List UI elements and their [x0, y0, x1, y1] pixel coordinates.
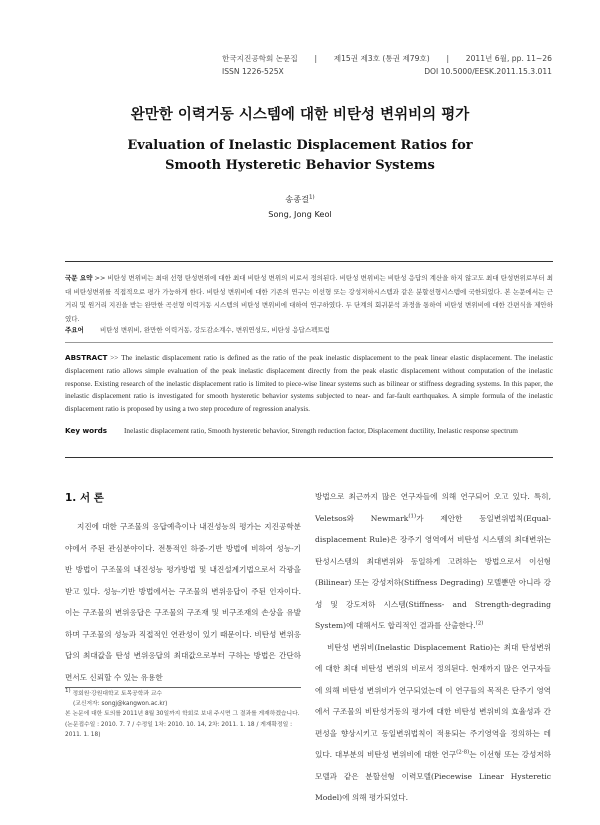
keywords-en-label: Key words	[65, 426, 108, 435]
title-english-line2: Smooth Hysteretic Behavior Systems	[165, 158, 435, 173]
footnotes	[65, 689, 301, 740]
section-heading-introduction: 1. 서 론	[65, 492, 104, 504]
intro-paragraph-1: 지진에 대한 구조물의 응답예측이나 내진성능의 평가는 지진공학분야에서 주된 관심분야이다. 전통적인 하중-기반 방법에 비하여 성능-기반 방법이 구조물의 내진성능 평가방법 및 내진설계기법으로서 각광을 받고 있다. 성능-기반 방법에서는 구조물의 변위응답이 주된 인자이다. 이는 구조물의 변위응답은 구조물의 구조재 및 비구조재의 손상을 유발하며 구조물의 성능과 직접적인 연관성이 있기 때문이다. 비탄성 변위응답의 최대값을 탄성 변위응답의 최대값으로부터 구하는 방법은 간단하면서도 신뢰할 수 있는 유용한	[65, 522, 301, 682]
abstract-divider	[65, 342, 553, 343]
footnote-discussion: 본 논문에 대한 토의를 2011년 8월 30일까지 학회로 보내 주시면 그 결과를 게재하겠습니다.	[65, 711, 300, 718]
journal-name: 한국지진공학회 논문집	[222, 54, 298, 63]
abstract-en-text: The inelastic displacement ratio is defined as the ratio of the peak inelastic displacement to the peak linear elastic displacement. The inelastic displacement ratio allows simple evaluation of the peak inelastic displacement directly from the peak elastic displacement without computation of the inelastic response. Existing research of the inelastic displacement ratio is limited to piece-wise linear systems such as bilinear or stiffness degrading systems. In this paper, the inelastic displacement ratio is investigated for smooth hysteretic behavior systems subjected to near- and far-fault earthquakes. A simple formula of the inelastic displacement ratio is proposed by using a two step procedure of regression analysis.	[65, 353, 553, 414]
author-superscript: 1)	[309, 194, 315, 201]
author-korean: 송종걸$^{1)}$	[285, 194, 315, 204]
journal-header: 한국지진공학회 논문집 | 제15권 제3호 (통권 제79호) | 2011년 6월, pp. 11~26 ISSN 1226-525X DOI 10.5000/EESK.2011.15.3.011	[222, 54, 552, 76]
footnote-rule	[65, 687, 301, 688]
intro-paragraph-continued: 방법으로 최근까지 많은 연구자들에 의해 연구되어 오고 있다. 특히, Veletsos와 Newmark$^{(1)}$가 제안한 동일변위법칙(Equal-displacement Rule)은 장주기 영역에서 비탄성 시스템의 최대변위는 탄성시스템의 최대변위와 동일하게 고려하는 방법으로서 이선형(Bilinear) 또는 강성저하(Stiffness Degrading) 모델뿐만 아니라 강성 및 강도저하 시스템(Stiffness- and Strength-degrading System)에 대해서도 합리적인 결과를 산출한다.$^{(2)}$	[315, 492, 551, 630]
footnote-dates: (논문접수일 : 2010. 7. 7 / 수정일 1차: 2010. 10. 14, 2차: 2011. 1. 18 / 게재확정일 : 2011. 1. 18)	[65, 721, 293, 738]
journal-date-pages: 2011년 6월, pp. 11~26	[465, 54, 552, 63]
footnote-corresponding: (교신저자: songj@kangwon.ac.kr)	[73, 701, 168, 708]
abstract-top-rule	[65, 261, 553, 262]
keywords-korean	[65, 325, 553, 334]
abstract-en-label: ABSTRACT	[65, 353, 108, 362]
left-column	[65, 516, 301, 688]
title-korean: 완만한 이력거동 시스템에 대한 비탄성 변위비의 평가	[130, 107, 470, 123]
abstract-bottom-rule	[65, 457, 553, 458]
title-english-line1: Evaluation of Inelastic Displacement Ratios for	[127, 138, 473, 153]
title-english	[0, 136, 600, 176]
keywords-english	[65, 425, 553, 438]
abstract-korean: 국문 요약 >> 비탄성 변위비는 최대 선형 탄성변위에 대한 최대 비탄성 변위의 비로서 정의된다. 비탄성 변위비는 비탄성 응답의 계산을 하지 않고도 최대 탄성변위로부터 최대 비탄성변위를 직접적으로 평가 가능하게 한다. 비탄성 변위비에 대한 기존의 연구는 이선형 또는 강성저하시스템과 같은 분할선형시스템에 국한되었다. 본 논문에서는 근거리 및 원거리 지진을 받는 완만한 곡선형 이력거동 시스템의 비탄성 변위비에 대하여 연구하였다. 두 단계의 회귀분석 과정을 통하여 비탄성 변위비에 대한 간편식을 제안하였다.	[65, 274, 554, 323]
intro-paragraph-2: 비탄성 변위비(Inelastic Displacement Ratio)는 최대 탄성변위에 대한 최대 비탄성 변위의 비로서 정의된다. 현재까지 많은 연구자들에 의해 비탄성 변위비가 연구되었는데 이 연구들의 목적은 단주기 영역에서 구조물의 비탄성거동의 평가에 대한 비탄성 변위비의 효율성과 간편성을 향상시키고 동일변위법칙이 적용되는 주기영역을 정의하는 데 있다. 대부분의 비탄성 변위비에 대한 연구$^{(2-8)}$는 이선형 또는 강성저하 모델과 같은 분할선형 이력모델(Piecewise Linear Hysteretic Model)에 의해 평가되었다.	[315, 642, 551, 802]
keywords-ko-label: 주요어	[65, 326, 84, 334]
keywords-ko-text: 비탄성 변위비, 완만한 이력거동, 강도감소계수, 변위연성도, 비탄성 응답스펙트럼	[100, 326, 330, 334]
citation-3: (2-8)	[456, 749, 470, 756]
citation-2: (2)	[475, 620, 484, 627]
abstract-ko-label: 국문 요약	[65, 274, 93, 282]
issn: ISSN 1226-525X	[222, 67, 284, 76]
footnote-affiliation: $^{1)}$ 정회원·강원대학교 토목공학과 교수	[65, 688, 163, 697]
right-column	[315, 486, 551, 809]
abstract-english: ABSTRACT >> The inelastic displacement ratio is defined as the ratio of the peak inelastic displacement to the peak linear elastic displacement. The inelastic displacement ratio allows simple evaluation of the peak inelastic displacement directly from the peak elastic displacement without computation of the inelastic response. Existing research of the inelastic displacement ratio is limited to piece-wise linear systems such as bilinear or stiffness degrading systems. In this paper, the inelastic displacement ratio is investigated for smooth hysteretic behavior systems subjected to near- and far-fault earthquakes. A simple formula of the inelastic displacement ratio is proposed by using a two step procedure of regression analysis.	[65, 353, 553, 414]
citation-1: (1)	[408, 512, 417, 519]
abstract-ko-text: 비탄성 변위비는 최대 선형 탄성변위에 대한 최대 비탄성 변위의 비로서 정의된다. 비탄성 변위비는 비탄성 응답의 계산을 하지 않고도 최대 탄성변위로부터 최대 비탄성변위를 직접적으로 평가 가능하게 한다. 비탄성 변위비에 대한 기존의 연구는 이선형 또는 강성저하시스템과 같은 분할선형시스템에 국한되었다. 본 논문에서는 근거리 및 원거리 지진을 받는 완만한 곡선형 이력거동 시스템의 비탄성 변위비에 대하여 연구하였다. 두 단계의 회귀분석 과정을 통하여 비탄성 변위비에 대한 간편식을 제안하였다.	[65, 274, 554, 323]
doi: DOI 10.5000/EESK.2011.15.3.011	[424, 67, 552, 76]
author-english: Song, Jong Keol	[268, 209, 332, 219]
keywords-en-text: Inelastic displacement ratio, Smooth hysteretic behavior, Strength reduction factor, Displacement ductility, Inelastic response spectrum	[124, 426, 518, 435]
journal-volume: 제15권 제3호 (통권 제79호)	[333, 54, 430, 63]
